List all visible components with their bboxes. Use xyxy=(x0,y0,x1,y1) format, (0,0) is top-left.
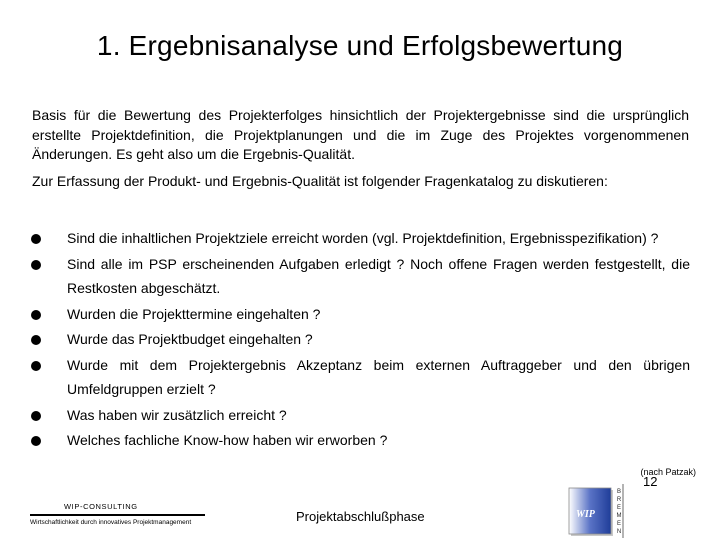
bullet-icon xyxy=(31,234,41,244)
list-item-text: Was haben wir zusätzlich erreicht ? xyxy=(67,406,287,423)
list-item-text: Wurde das Projektbudget eingehalten ? xyxy=(67,331,313,347)
list-item xyxy=(30,353,690,402)
list-item xyxy=(30,302,690,327)
slide-title: 1. Ergebnisanalyse und Erfolgsbewertung xyxy=(96,30,624,61)
list-item-text: Wurden die Projekttermine eingehalten ? xyxy=(67,305,321,322)
list-item-text: Welches fachliche Know-how haben wir erworben ? xyxy=(67,432,388,448)
footer-tagline: Wirtschaftlichkeit durch innovatives Projektmanagement xyxy=(30,519,192,526)
list-item-text: Sind die inhaltlichen Projektziele erreicht worden (vgl. Projektdefinition, Ergebnisspezifikation) ? xyxy=(67,230,659,246)
bullet-icon xyxy=(31,361,41,371)
list-item xyxy=(30,252,690,301)
footer-phase: Projektabschlußphase xyxy=(296,509,425,524)
list-item xyxy=(30,226,690,251)
page-number: 12 xyxy=(643,474,658,489)
intro-paragraph: Basis für die Bewertung des Projekterfolges hinsichtlich der Projektergebnisse sind die ursprünglich erstellte Projektdefinition, die Projektplanungen und die im Zuge des Projektes vorgenommenen Änderungen. Es geht also um die Ergebnis-Qualität. xyxy=(32,107,689,162)
bullet-icon xyxy=(31,411,41,421)
logo-letter-r: R xyxy=(616,497,622,503)
bullet-icon xyxy=(31,335,41,345)
source-note: (nach Patzak) xyxy=(640,467,696,477)
footer-company: WIP-CONSULTING xyxy=(64,502,138,511)
list-item xyxy=(30,403,690,428)
logo-letter-m: M xyxy=(616,513,622,519)
bullet-icon xyxy=(31,310,41,320)
logo-letter-e2: E xyxy=(616,521,622,527)
list-item-text: Sind alle im PSP erscheinenden Aufgaben erledigt ? Noch offene Fragen werden festgestellt, die Restkosten abgeschätzt. xyxy=(67,255,690,296)
wip-bremen-logo xyxy=(567,484,641,538)
list-item xyxy=(30,327,690,352)
question-list xyxy=(30,226,690,454)
logo-text: WIP xyxy=(576,509,595,520)
lead-paragraph: Zur Erfassung der Produkt- und Ergebnis-Qualität ist folgender Fragenkatalog zu diskutieren: xyxy=(32,173,608,189)
list-item xyxy=(30,428,690,453)
logo-letter-n: N xyxy=(616,529,622,535)
list-item-text: Wurde mit dem Projektergebnis Akzeptanz beim externen Auftraggeber und den übrigen Umfeldgruppen erzielt ? xyxy=(67,356,690,397)
logo-letter-b: B xyxy=(616,489,622,495)
bullet-icon xyxy=(31,436,41,446)
footer-divider xyxy=(30,514,205,516)
logo-letter-e: E xyxy=(616,505,622,511)
bullet-icon xyxy=(31,260,41,270)
